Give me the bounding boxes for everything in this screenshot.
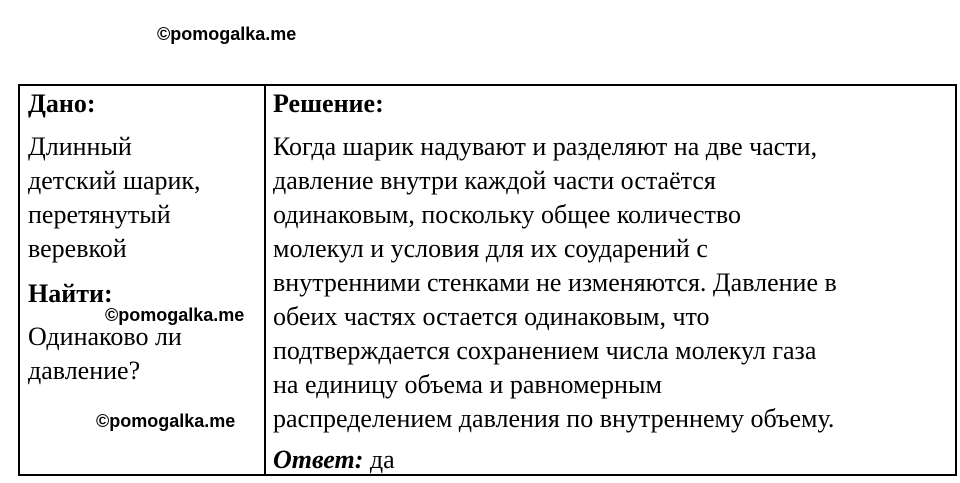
given-line: веревкой <box>28 234 127 263</box>
solution-line: обеих частях остается одинаковым, что <box>273 302 710 331</box>
watermark-bottom: ©pomogalka.me <box>96 411 236 431</box>
solution-line: распределением давления по внутреннему объему. <box>273 404 835 433</box>
given-line: Длинный <box>28 132 132 161</box>
answer-line <box>273 444 395 476</box>
find-line: Одинаково ли <box>28 322 182 351</box>
solution-line: давление внутри каждой части остаётся <box>273 166 716 195</box>
given-line: перетянутый <box>28 200 171 229</box>
given-text <box>28 130 260 266</box>
given-line: детский шарик, <box>28 166 201 195</box>
find-heading: Найти: <box>28 279 113 308</box>
solution-heading: Решение: <box>273 89 384 118</box>
given-heading: Дано: <box>28 89 96 118</box>
column-divider <box>264 86 266 474</box>
solution-line: молекул и условия для их соударений с <box>273 234 708 263</box>
solution-line: Когда шарик надувают и разделяют на две части, <box>273 132 818 161</box>
solution-line: внутренними стенками не изменяются. Давление в <box>273 268 837 297</box>
find-line: давление? <box>28 356 141 385</box>
solution-line: на единицу объема и равномерным <box>273 370 662 399</box>
solution-line: одинаковым, поскольку общее количество <box>273 200 741 229</box>
find-text <box>28 320 260 388</box>
solution-line: подтверждается сохранением числа молекул газа <box>273 336 817 365</box>
watermark-middle: ©pomogalka.me <box>105 305 245 325</box>
answer-value: да <box>369 445 395 474</box>
answer-label: Ответ: <box>273 445 364 474</box>
solution-text <box>273 130 953 436</box>
watermark-top: ©pomogalka.me <box>157 24 297 44</box>
